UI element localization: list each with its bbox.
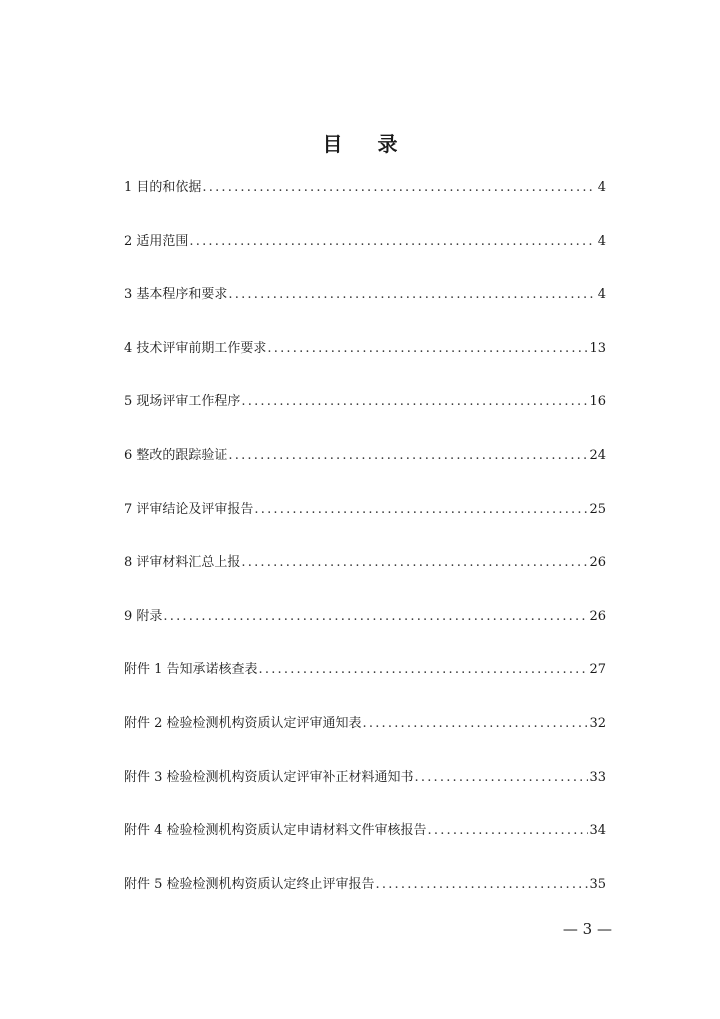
toc-dot-leader bbox=[163, 604, 588, 630]
toc-entry[interactable] bbox=[124, 229, 606, 283]
toc-entry-label: 3 基本程序和要求 bbox=[124, 287, 228, 303]
toc-entry-page: 16 bbox=[589, 394, 606, 410]
toc-entry[interactable] bbox=[124, 497, 606, 551]
toc-entry-page: 4 bbox=[597, 287, 606, 303]
toc-dot-leader bbox=[267, 336, 588, 362]
toc-entry-page: 33 bbox=[589, 769, 606, 785]
toc-dot-leader bbox=[415, 765, 589, 791]
toc-entry-label: 6 整改的跟踪验证 bbox=[124, 447, 228, 463]
toc-entry-label: 附件 4 检验检测机构资质认定申请材料文件审核报告 bbox=[124, 823, 427, 839]
toc-entry-page: 26 bbox=[589, 555, 606, 571]
toc-dot-leader bbox=[254, 497, 588, 523]
toc-dot-leader bbox=[189, 229, 595, 255]
toc-entry[interactable] bbox=[124, 550, 606, 604]
toc-dot-leader bbox=[202, 175, 595, 201]
toc-entry[interactable] bbox=[124, 711, 606, 765]
toc-entry-page: 4 bbox=[597, 180, 606, 195]
toc-dot-leader bbox=[241, 550, 588, 576]
toc-entry[interactable] bbox=[124, 389, 606, 443]
toc-dot-leader bbox=[228, 443, 588, 469]
toc-entry[interactable] bbox=[124, 657, 606, 711]
toc-entry-label: 8 评审材料汇总上报 bbox=[124, 555, 241, 571]
toc-entry-label: 附件 3 检验检测机构资质认定评审补正材料通知书 bbox=[124, 769, 414, 785]
toc-entry-page: 13 bbox=[589, 340, 606, 356]
toc-entry[interactable] bbox=[124, 818, 606, 872]
toc-entry-page: 26 bbox=[589, 608, 606, 624]
toc-entry[interactable] bbox=[124, 282, 606, 336]
toc-entry[interactable] bbox=[124, 765, 606, 819]
toc-entry-page: 24 bbox=[589, 447, 606, 463]
toc-entry-label: 1 目的和依据 bbox=[124, 180, 202, 195]
page-number: — 3 — bbox=[562, 920, 612, 938]
toc-entry-label: 7 评审结论及评审报告 bbox=[124, 501, 254, 517]
toc-entry[interactable] bbox=[124, 872, 606, 926]
toc-dot-leader bbox=[259, 657, 589, 683]
toc-entry-page: 25 bbox=[589, 501, 606, 517]
toc-dot-leader bbox=[376, 872, 589, 898]
toc-entry[interactable] bbox=[124, 336, 606, 390]
toc-dot-leader bbox=[228, 282, 595, 308]
toc-entry-page: 4 bbox=[597, 233, 606, 249]
toc-entry-label: 4 技术评审前期工作要求 bbox=[124, 340, 267, 356]
toc-title: 目 录 bbox=[322, 132, 412, 156]
toc-dot-leader bbox=[428, 818, 589, 844]
toc-entry-label: 5 现场评审工作程序 bbox=[124, 394, 241, 410]
toc-entry[interactable] bbox=[124, 443, 606, 497]
toc-list bbox=[124, 175, 606, 925]
toc-entry[interactable] bbox=[124, 604, 606, 658]
toc-entry-label: 附件 5 检验检测机构资质认定终止评审报告 bbox=[124, 876, 375, 892]
toc-entry-page: 34 bbox=[589, 823, 606, 839]
toc-dot-leader bbox=[363, 711, 589, 737]
toc-dot-leader bbox=[241, 389, 588, 415]
toc-entry-page: 27 bbox=[589, 662, 606, 678]
toc-entry-label: 附件 2 检验检测机构资质认定评审通知表 bbox=[124, 715, 362, 731]
toc-entry-label: 2 适用范围 bbox=[124, 233, 189, 249]
toc-entry-label: 9 附录 bbox=[124, 608, 163, 624]
toc-entry-page: 35 bbox=[589, 876, 606, 892]
toc-entry-page: 32 bbox=[589, 715, 606, 731]
toc-entry[interactable] bbox=[124, 175, 606, 229]
toc-entry-label: 附件 1 告知承诺核查表 bbox=[124, 662, 258, 678]
